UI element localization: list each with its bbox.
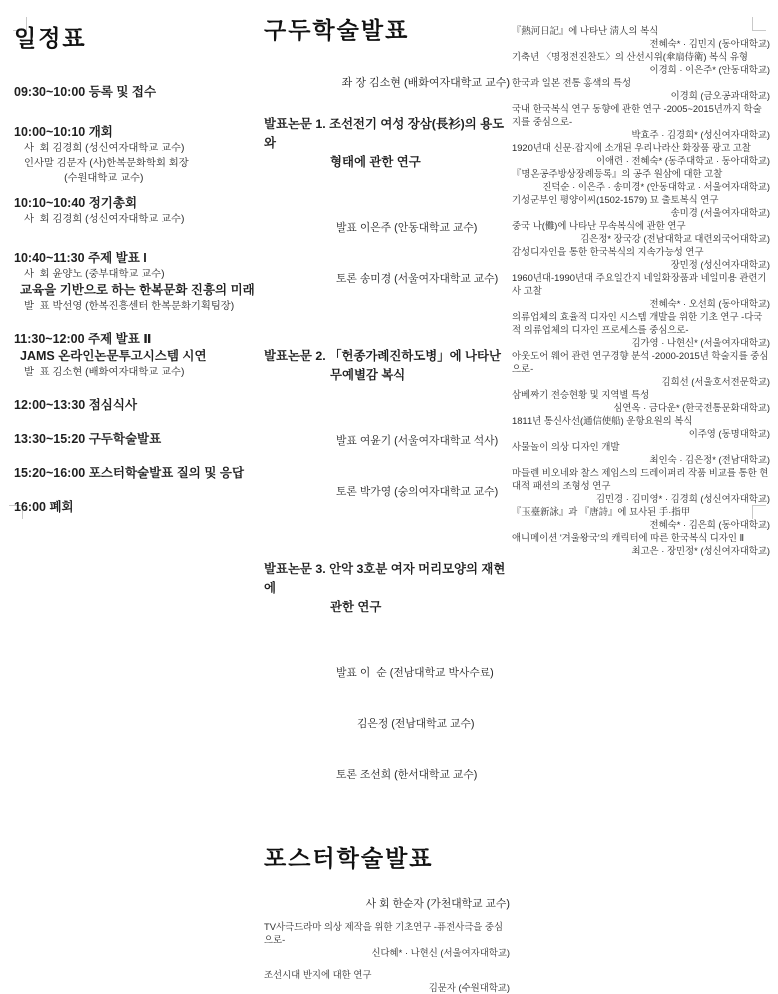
poster-item-authors: 이주영 (동명대학교) [688, 428, 770, 439]
schedule-time: 10:10~10:40 [14, 196, 86, 210]
oral-title: 구두학술발표 [264, 17, 410, 43]
poster-item [512, 531, 770, 557]
poster-item-authors: 김가영 · 나현신* (서울여자대학교) [631, 337, 770, 348]
poster-item-title: 의류업체의 효율적 디자인 시스템 개발을 위한 기초 연구 -다국적 의류업체의 디자인 프로세스를 중심으로- [512, 311, 763, 335]
poster-item [264, 968, 510, 994]
schedule-label: 정기총회 [88, 196, 138, 210]
schedule-item [14, 465, 256, 482]
poster-item-title: 아웃도어 웨어 관련 연구경향 분석 -2000-2015년 학술지를 중심으로- [512, 350, 769, 374]
poster-item [512, 193, 770, 219]
poster-item-authors: 이애련 · 전혜숙* (동주대학교 · 동아대학교) [595, 155, 770, 166]
schedule-label: 등록 및 접수 [88, 85, 157, 99]
paper-item [264, 347, 510, 535]
schedule-item [14, 331, 256, 380]
paper-person: 발표 이 순 (전남대학교 박사수료) [336, 667, 494, 679]
poster-item-title: 감성디자인을 통한 한국복식의 지속가능성 연구 [512, 246, 704, 257]
schedule-time: 16:00 [14, 500, 46, 514]
schedule-item [14, 431, 256, 448]
poster-item-title: 한국과 일본 전통 홍색의 특성 [512, 77, 632, 88]
schedule-detail: 발 표 김소현 (배화여자대학교 교수) [24, 367, 185, 378]
poster-item-authors: 전혜숙* · 김민지 (동아대학교) [649, 38, 770, 49]
poster-item-title: 중국 나(儺)에 나타난 무속복식에 관한 연구 [512, 220, 686, 231]
poster-item [512, 388, 770, 414]
paper-person: 토론 박가영 (숭의여자대학교 교수) [336, 486, 499, 498]
paper-item [264, 560, 510, 818]
schedule-label: 개회 [88, 125, 113, 139]
poster-item [512, 24, 770, 50]
paper-title: 「헌종가례진하도병」에 나타난 [329, 349, 501, 363]
poster-item-title: 『玉臺新詠』과 『唐詩』에 묘사된 手·指甲 [512, 506, 691, 517]
poster-item-authors: 신다혜* · 나현신 (서울여자대학교) [371, 947, 510, 958]
poster-item-authors: 김희선 (서울호서전문학교) [661, 376, 770, 387]
poster-item-title: 국내 한국복식 연구 동향에 관한 연구 -2005~2015년까지 학술지를 중심으로- [512, 103, 762, 127]
poster-item [512, 440, 770, 466]
poster-item-title: 조선시대 반지에 대한 연구 [264, 969, 372, 980]
schedule-title: 일정표 [14, 25, 87, 51]
paper-number: 발표논문 3. [264, 562, 326, 576]
poster-item-title: 기성군부인 평양이씨(1502-1579) 묘 출토복식 연구 [512, 194, 719, 205]
poster-item [512, 76, 770, 102]
poster-item-title: 삼베짜기 전승현황 및 지역별 특성 [512, 389, 650, 400]
oral-chair: 좌 장 김소현 (배화여자대학교 교수) [341, 77, 510, 89]
schedule-time: 13:30~15:20 [14, 432, 86, 446]
poster-item [512, 50, 770, 76]
paper-person: 토론 송미경 (서울여자대학교 교수) [336, 273, 499, 285]
paper-person: 김은정 (전남대학교 교수) [336, 718, 475, 730]
paper-person: 토론 조선희 (한서대학교 교수) [336, 769, 478, 781]
poster-item [512, 141, 770, 167]
poster-item-authors: 송미경 (서울여자대학교) [670, 207, 770, 218]
poster-item-authors: 이경희 (금오공과대학교) [670, 90, 770, 101]
paper-title: 안악 3호분 여자 머리모양의 재현에 [264, 562, 506, 595]
poster-item-authors: 이경희 · 이은주* (안동대학교) [649, 64, 770, 75]
poster-item-authors: 전혜숙* · 오선희 (동아대학교) [649, 298, 770, 309]
poster-item-authors: 장민정 (성신여자대학교) [670, 259, 770, 270]
poster-item-title: 1960년대-1990년대 주요일간지 네일화장품과 네일미용 관련기사 고찰 [512, 272, 767, 296]
paper-number: 발표논문 2. [264, 349, 326, 363]
schedule-time: 12:00~13:30 [14, 398, 86, 412]
poster-section [264, 844, 510, 994]
schedule-time: 10:40~11:30 [14, 251, 85, 265]
schedule-item [14, 84, 256, 101]
schedule-item [14, 250, 256, 314]
poster-item [512, 219, 770, 245]
schedule-label: 점심식사 [88, 398, 138, 412]
schedule-item [14, 397, 256, 414]
poster-item [512, 414, 770, 440]
schedule-time: 09:30~10:00 [14, 85, 86, 99]
poster-list-section [512, 24, 770, 557]
schedule-detail: (수원대학교 교수) [24, 173, 144, 184]
poster-item [512, 167, 770, 193]
poster-item-title: TV사극드라마 의상 제작을 위한 기초연구 -퓨전사극을 중심으로- [264, 921, 504, 945]
poster-item-authors: 김은정* 장국강 (전남대학교 대련외국어대학교) [580, 233, 770, 244]
oral-section [264, 16, 510, 994]
poster-item [512, 271, 770, 310]
poster-item-title: 『熱河日記』에 나타난 淸人의 복식 [512, 25, 659, 36]
poster-item [512, 466, 770, 505]
schedule-detail: 인사말 김문자 (사)한복문화학회 회장 [24, 158, 189, 169]
schedule-item [14, 195, 256, 227]
schedule-time: 11:30~12:00 [14, 332, 85, 346]
schedule-section [14, 24, 256, 533]
poster-item [512, 102, 770, 141]
poster-chair: 사 회 한순자 (가천대학교 교수) [365, 898, 510, 910]
paper-title: 조선전기 여성 장삼(長衫)의 용도와 [264, 117, 505, 150]
poster-title: 포스터학술발표 [264, 845, 434, 871]
schedule-detail: 사 회 윤양노 (중부대학교 교수) [24, 269, 165, 280]
schedule-label: 폐회 [49, 500, 74, 514]
schedule-subtitle: JAMS 온라인논문투고시스템 시연 [20, 349, 207, 363]
poster-item-authors: 최인숙 · 김은정* (전남대학교) [649, 454, 770, 465]
poster-item-authors: 심연옥 · 금다운* (한국전통문화대학교) [613, 402, 770, 413]
poster-item-authors: 최고은 · 장민정* (성신여자대학교) [631, 545, 770, 556]
poster-item-title: 기축년 〈명정전진찬도〉의 산선시위(傘扇侍衛) 복식 유형 [512, 51, 748, 62]
schedule-detail: 발 표 박선영 (한복진흥센터 한복문화기획팀장) [24, 301, 235, 312]
poster-item-title: 마들렌 비오네와 찰스 제임스의 드레이퍼리 작품 비교를 통한 현대적 패션의 조형성 연구 [512, 467, 769, 491]
paper-title-line2: 무예별감 복식 [330, 368, 406, 382]
poster-item [264, 920, 510, 959]
schedule-label: 포스터학술발표 질의 및 응답 [88, 466, 245, 480]
poster-item-title: 『명온공주방상장례등록』의 공주 원삼에 대한 고찰 [512, 168, 723, 179]
schedule-time: 15:20~16:00 [14, 466, 86, 480]
poster-item-authors: 박효주 · 김경희* (성신여자대학교) [631, 129, 770, 140]
poster-item [512, 349, 770, 388]
poster-item [512, 505, 770, 531]
paper-number: 발표논문 1. [264, 117, 326, 131]
poster-item-authors: 진덕순 · 이은주 · 송미경* (안동대학교 · 서울여자대학교) [542, 181, 770, 192]
poster-item [512, 245, 770, 271]
paper-person: 발표 이은주 (안동대학교 교수) [336, 222, 478, 234]
schedule-detail: 사 회 김경희 (성신여자대학교 교수) [24, 143, 185, 154]
poster-item-title: 1920년대 신문·잡지에 소개된 우리나라산 화장품 광고 고찰 [512, 142, 751, 153]
paper-title-line2: 형태에 관한 연구 [330, 155, 421, 169]
poster-item-authors: 김민경 · 김미영* · 김경희 (성신여자대학교) [595, 493, 770, 504]
poster-item [512, 310, 770, 349]
schedule-detail: 사 회 김경희 (성신여자대학교 교수) [24, 214, 185, 225]
poster-item-title: 사물놀이 의상 디자인 개발 [512, 441, 620, 452]
schedule-label: 주제 발표 I [88, 251, 147, 265]
schedule-label: 주제 발표 Ⅱ [88, 332, 152, 346]
paper-title-line2: 관한 연구 [330, 600, 382, 614]
schedule-subtitle: 교육을 기반으로 하는 한복문화 진흥의 미래 [20, 283, 255, 297]
poster-item-authors: 김문자 (수원대학교) [428, 982, 510, 993]
paper-person: 발표 여윤기 (서울여자대학교 석사) [336, 435, 499, 447]
poster-item-title: 애니메이션 '겨울왕국'의 캐릭터에 따른 한국복식 디자인 Ⅱ [512, 532, 745, 543]
schedule-time: 10:00~10:10 [14, 125, 86, 139]
schedule-label: 구두학술발표 [88, 432, 162, 446]
schedule-item [14, 124, 256, 186]
paper-item [264, 115, 510, 322]
schedule-item [14, 499, 256, 516]
poster-item-authors: 전혜숙* · 김은희 (동아대학교) [649, 519, 770, 530]
poster-item-title: 1811년 통신사선(通信使船) 운항요원의 복식 [512, 415, 693, 426]
